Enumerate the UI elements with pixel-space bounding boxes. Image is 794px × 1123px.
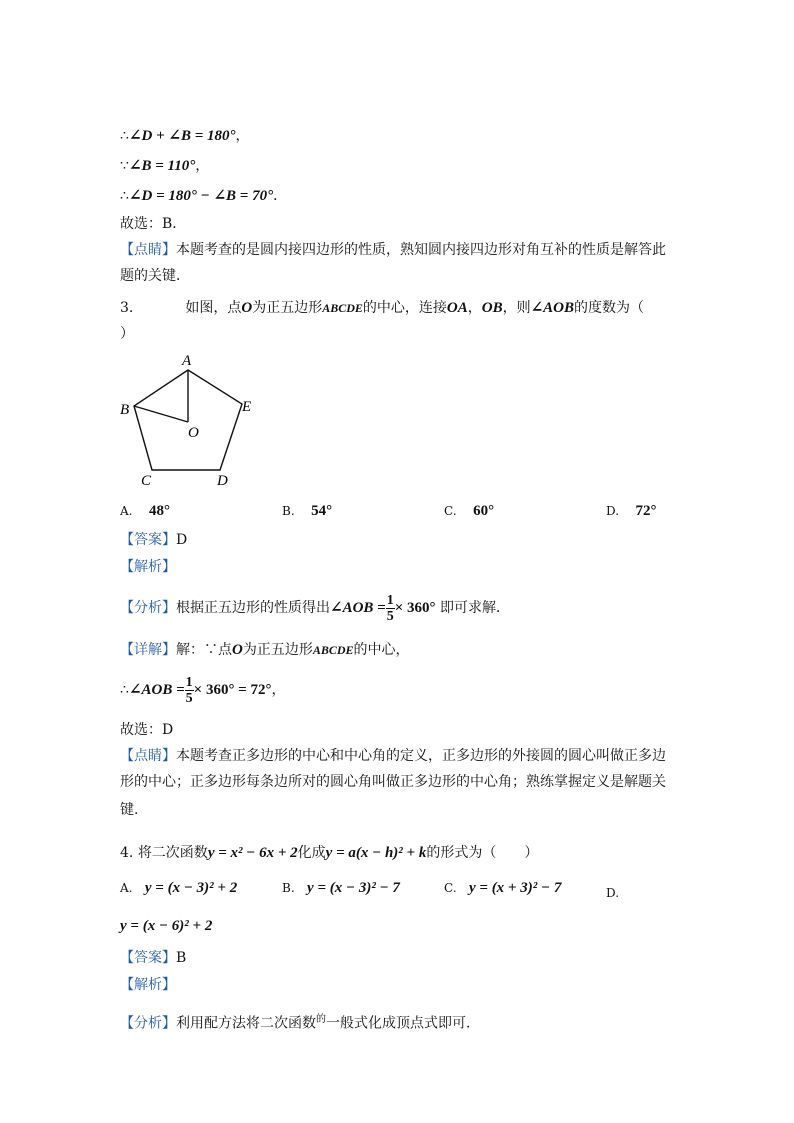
q3-option-b: B. 54°: [282, 503, 333, 519]
label-e: E: [242, 399, 252, 415]
q4-stem: 4. 将二次函数y = x² − 6x + 2化成y = a(x − h)² + k的形式为（ ）: [120, 845, 539, 861]
q4-answer: 【答案】B: [120, 950, 187, 966]
fraction: $\frac{1}{5}$: [386, 592, 394, 624]
label-c: C: [141, 473, 152, 489]
pentagon-figure: [112, 348, 272, 490]
q3-calc: ∴∠AOB = $\frac{1}{5}$ × 360° = 72°，: [120, 674, 286, 706]
q3-answer: 【答案】D: [120, 532, 188, 548]
label-d: D: [217, 473, 228, 489]
q3-option-d: D. 72°: [606, 503, 657, 519]
q3-option-a: A. 48°: [120, 503, 171, 519]
prev-line-1: ∴∠D + ∠B = 180°，: [120, 128, 250, 144]
label-o: O: [188, 425, 199, 441]
q3-choice: 故选：D: [120, 722, 174, 738]
q4-option-b: B. y = (x − 3)² − 7: [282, 880, 400, 896]
q3-option-c: C. 60°: [444, 503, 495, 519]
q4-option-d-value: y = (x − 6)² + 2: [120, 918, 213, 934]
label-b: B: [120, 402, 130, 418]
segment-ob: [134, 406, 188, 422]
q4-analysis-tag: 【解析】: [120, 977, 176, 993]
prev-note-1: 【点睛】本题考查的是圆内接四边形的性质，熟知圆内接四边形对角互补的性质是解答此: [120, 242, 666, 258]
prev-line-3: ∴∠D = 180° − ∠B = 70°．: [120, 188, 288, 204]
q4-option-c: C. y = (x + 3)² − 7: [444, 880, 562, 896]
q4-option-a: A. y = (x − 3)² + 2: [120, 880, 238, 896]
prev-line-2: ∵∠B = 110°，: [120, 158, 210, 174]
prev-math-3: ∠D = 180° − ∠B = 70°: [128, 188, 274, 204]
q3-stem-close: ）: [120, 326, 134, 342]
q4-option-d-letter: D.: [606, 886, 620, 900]
q3-xiangjie: 【详解】解：∵点O为正五边形ABCDE的中心，: [120, 642, 410, 658]
fraction: $\frac{1}{5}$: [185, 674, 193, 706]
prev-math-2: ∠B = 110°: [128, 158, 196, 174]
label-a: A: [182, 353, 192, 369]
q3-fenxi: 【分析】根据正五边形的性质得出∠AOB = $\frac{1}{5}$ × 360° 即可求解．: [120, 592, 510, 624]
q4-fenxi: 【分析】利用配方法将二次函数$^的$一般式化成顶点式即可．: [120, 1014, 480, 1032]
q3-note-1: 【点睛】本题考查正多边形的中心和中心角的定义，正多边形的外接圆的圆心叫做正多边: [120, 748, 666, 764]
prev-note-2: 题的关键．: [120, 268, 190, 284]
q3-analysis-tag: 【解析】: [120, 559, 176, 575]
q3-note-3: 键.: [120, 802, 139, 818]
prev-math-1: ∠D + ∠B = 180°: [128, 128, 236, 144]
q3-note-2: 形的中心；正多边形每条边所对的圆心角叫做正多边形的中心角；熟练掌握定义是解题关: [120, 774, 666, 790]
q3-number: 3.: [120, 300, 134, 316]
note-tag: 【点睛】: [120, 242, 176, 258]
q3-stem: 3. 如图，点O为正五边形ABCDE的中心，连接OA，OB，则∠AOB的度数为（: [120, 300, 644, 316]
prev-choice: 故选：B．: [120, 216, 187, 232]
